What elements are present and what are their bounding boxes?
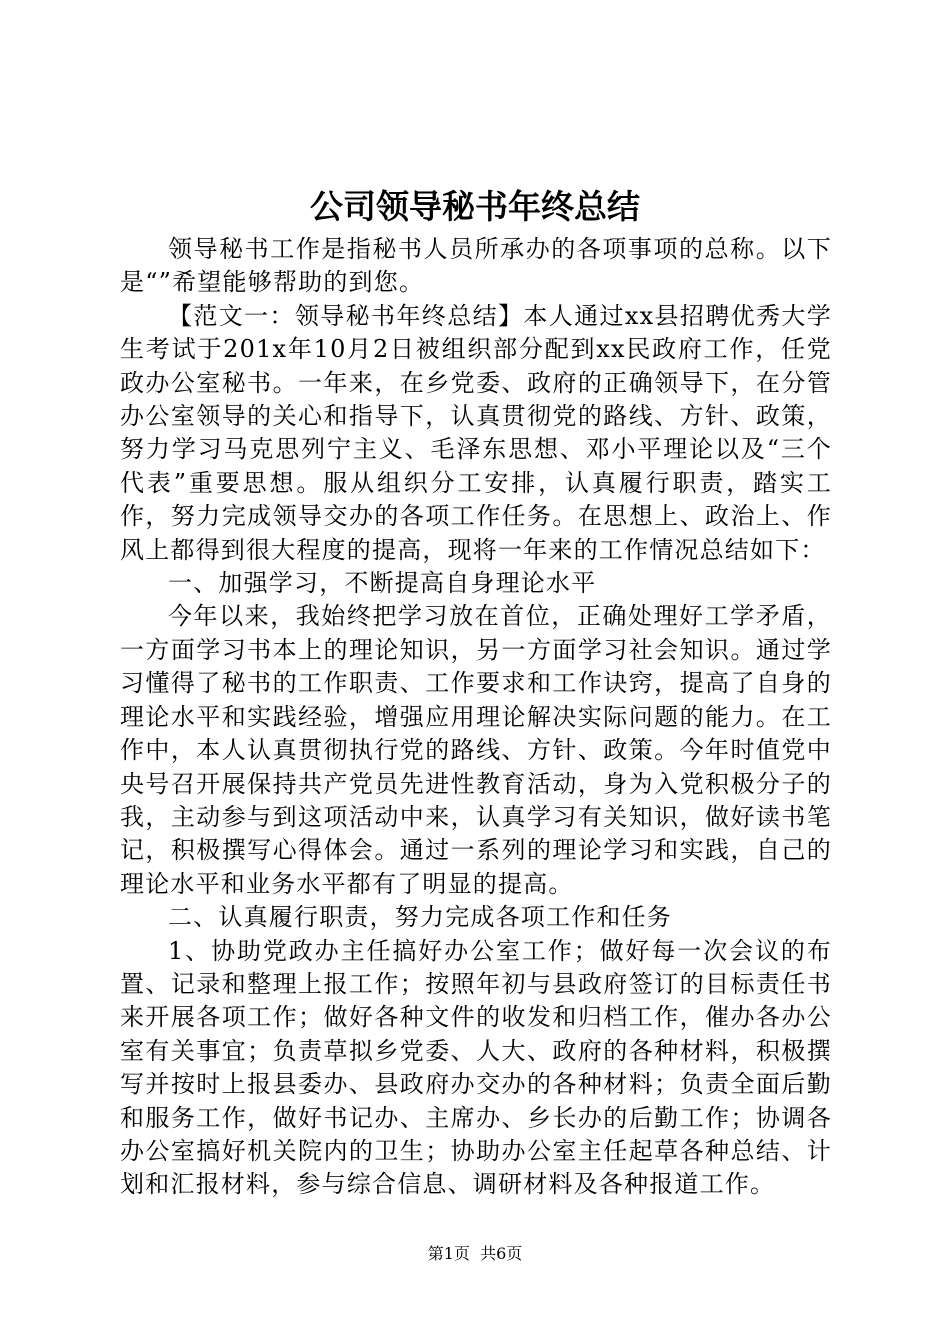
document-title: 公司领导秘书年终总结 [310, 187, 640, 226]
paragraph-duties-one: 1、协助党政办主任搞好办公室工作；做好每一次会议的布置、记录和整理上报工作；按照年初与县政府签订的目标责任书来开展各项工作；做好各种文件的收发和归档工作，催办各办公室有关事宜；负责草拟乡党委、人大、政府的各种材料，积极撰写并按时上报县委办、县政府办交办的各种材料；负责全面后勤和服务工作，做好书记办、主席办、乡长办的后勤工作；协调各办公室搞好机关院内的卫生；协助办公室主任起草各种总结、计划和汇报材料，参与综合信息、调研材料及各种报道工作。 [120, 936, 832, 1199]
page-total: 共6页 [480, 1244, 523, 1263]
paragraph-sample-one: 【范文一：领导秘书年终总结】本人通过xx县招聘优秀大学生考试于201x年10月2日被组织部分配到xx民政府工作，任党政办公室秘书。一年来，在乡党委、政府的正确领导下，在分管办公室领导的关心和指导下，认真贯彻党的路线、方针、政策，努力学习马克思列宁主义、毛泽东思想、邓小平理论以及“三个代表”重要思想。服从组织分工安排，认真履行职责，踏实工作，努力完成领导交办的各项工作任务。在思想上、政治上、作风上都得到很大程度的提高，现将一年来的工作情况总结如下： [120, 301, 832, 564]
paragraph-intro: 领导秘书工作是指秘书人员所承办的各项事项的总称。以下是“”希望能够帮助的到您。 [120, 235, 832, 297]
page-number: 第1页 [427, 1244, 470, 1263]
section-heading-duties: 二、认真履行职责，努力完成各项工作和任务 [168, 903, 672, 932]
paragraph-study: 今年以来，我始终把学习放在首位，正确处理好工学矛盾，一方面学习书本上的理论知识，另一方面学习社会知识。通过学习懂得了秘书的工作职责、工作要求和工作诀窍，提高了自身的理论水平和实践经验，增强应用理论解决实际问题的能力。在工作中，本人认真贯彻执行党的路线、方针、政策。今年时值党中央号召开展保持共产党员先进性教育活动，身为入党积极分子的我，主动参与到这项活动中来，认真学习有关知识，做好读书笔记，积极撰写心得体会。通过一系列的理论学习和实践，自己的理论水平和业务水平都有了明显的提高。 [120, 602, 832, 898]
section-heading-study: 一、加强学习，不断提高自身理论水平 [168, 569, 597, 598]
page-footer [0, 1243, 950, 1265]
document-body [120, 233, 832, 1202]
